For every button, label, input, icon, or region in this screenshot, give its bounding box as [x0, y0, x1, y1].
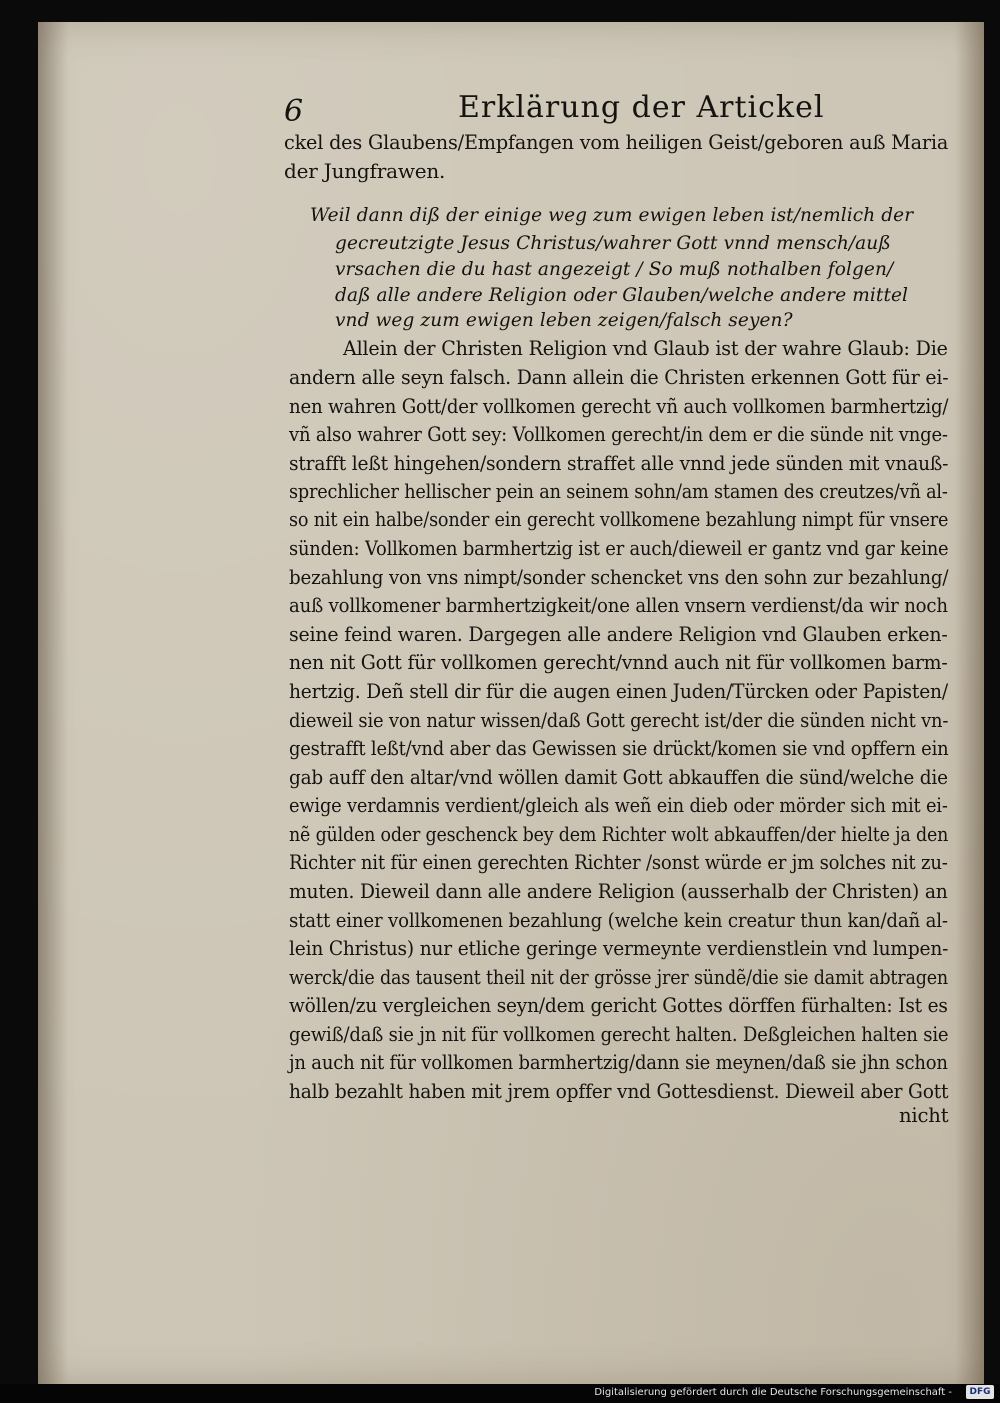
text-line: Richter nit für einen gerechten Richter /sonst würde er jm solches nit zu- — [289, 850, 948, 874]
text-line: werck/die das tausent theil nit der grösse jrer sündẽ/die sie damit abtragen — [289, 965, 949, 989]
text-line: andern alle seyn falsch. Dann allein die Christen erkennen Gott für ei- — [289, 365, 949, 389]
text-line: ewige verdamnis verdient/gleich als weñ ein dieb oder mörder sich mit ei- — [289, 793, 948, 817]
question-line: daß alle andere Religion oder Glauben/welche andere mittel — [335, 285, 909, 306]
text-line: gestrafft leßt/vnd aber das Gewissen sie drückt/komen sie vnd opffern ein — [289, 736, 949, 760]
funding-note: Digitalisierung gefördert durch die Deutsche Forschungsgemeinschaft - — [594, 1387, 952, 1398]
text-line: wöllen/zu vergleichen seyn/dem gericht Gottes dörffen fürhalten: Ist es — [289, 993, 948, 1017]
text-line: auß vollkomener barmhertzigkeit/one allen vnsern verdienst/da wir noch — [289, 593, 948, 617]
catchword: nicht — [899, 1103, 949, 1127]
dfg-logo: DFG — [966, 1385, 994, 1399]
question-line: gecreutzigte Jesus Christus/wahrer Gott vnnd mensch/auß — [335, 233, 891, 254]
text-line: nẽ gülden oder geschenck bey dem Richter wolt abkauffen/der hielte ja den — [289, 822, 949, 846]
page-number: 6 — [284, 94, 304, 129]
text-line: so nit ein halbe/sonder ein gerecht vollkomene bezahlung nimpt für vnsere — [289, 507, 949, 531]
text-line: gab auff den altar/vnd wöllen damit Gott abkauffen die sünd/welche die — [289, 765, 948, 789]
question-line: Weil dann diß der einige weg zum ewigen leben ist/nemlich der — [310, 205, 914, 226]
text-line: seine feind waren. Dargegen alle andere Religion vnd Glauben erken- — [289, 622, 948, 646]
text-line: muten. Dieweil dann alle andere Religion (ausserhalb der Christen) an — [289, 879, 948, 903]
text-line: lein Christus) nur etliche geringe vermeynte verdienstlein vnd lumpen- — [289, 936, 949, 960]
text-line: halb bezahlt haben mit jrem opffer vnd Gottesdienst. Dieweil aber Gott — [289, 1079, 949, 1103]
text-line: sünden: Vollkomen barmhertzig ist er auch/dieweil er gantz vnd gar keine — [289, 536, 949, 560]
text-line: statt einer vollkomenen bezahlung (welche kein creatur thun kan/dañ al- — [289, 908, 948, 932]
question-line: vrsachen die du hast angezeigt / So muß nothalben folgen/ — [335, 259, 894, 280]
text-line: bezahlung von vns nimpt/sonder schencket vns den sohn zur bezahlung/ — [289, 565, 949, 589]
text-line: Allein der Christen Religion vnd Glaub ist der wahre Glaub: Die — [343, 336, 948, 360]
text-line: der Jungfrawen. — [284, 159, 446, 183]
text-line: strafft leßt hingehen/sondern straffet alle vnnd jede sünden mit vnauß- — [289, 451, 949, 475]
text-line: gewiß/daß sie jn nit für vollkomen gerecht halten. Deßgleichen halten sie — [289, 1022, 949, 1046]
text-line: ckel des Glaubens/Empfangen vom heiligen Geist/geboren auß Maria — [284, 130, 949, 154]
text-line: nen wahren Gott/der vollkomen gerecht vñ auch vollkomen barmhertzig/ — [289, 394, 949, 418]
text-line: vñ also wahrer Gott sey: Vollkomen gerecht/in dem er die sünde nit vnge- — [289, 422, 948, 446]
text-line: nen nit Gott für vollkomen gerecht/vnnd auch nit für vollkomen barm- — [289, 650, 948, 674]
text-line: dieweil sie von natur wissen/daß Gott gerecht ist/der die sünden nicht vn- — [289, 708, 949, 732]
text-line: jn auch nit für vollkomen barmhertzig/dann sie meynen/daß sie jhn schon — [289, 1050, 948, 1074]
question-line: vnd weg zum ewigen leben zeigen/falsch seyen? — [335, 310, 793, 331]
text-line: hertzig. Deñ stell dir für die augen einen Juden/Türcken oder Papisten/ — [289, 679, 948, 703]
text-line: sprechlicher hellischer pein an seinem sohn/am stamen des creutzes/vñ al- — [289, 479, 948, 503]
running-title: Erklärung der Artickel — [458, 90, 825, 125]
